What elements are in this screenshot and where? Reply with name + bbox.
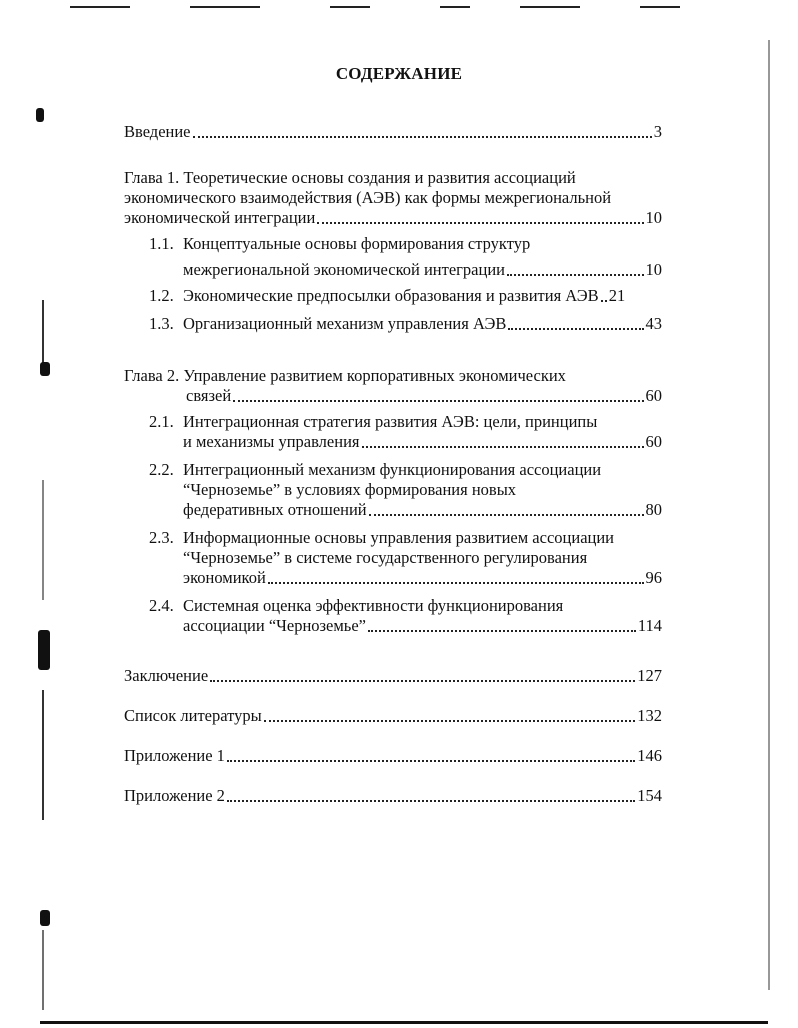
section-number: 2.1.	[149, 412, 174, 431]
toc-entry-intro	[124, 122, 662, 142]
toc-entry-text: Введение	[124, 122, 191, 141]
section-line: и механизмы управления	[183, 432, 360, 451]
section-number: 1.2.	[149, 286, 174, 305]
toc-section-2-4	[149, 596, 662, 636]
section-line: Системная оценка эффективности функционирования	[183, 596, 564, 615]
section-number: 2.4.	[149, 596, 174, 615]
section-number: 2.3.	[149, 528, 174, 547]
chapter-line: связей	[186, 386, 232, 405]
toc-entry-page: 146	[637, 746, 662, 765]
section-number: 1.3.	[149, 314, 174, 333]
toc-entry-page: 43	[645, 314, 662, 333]
leader-dots	[227, 796, 635, 802]
toc-entry-page: 10	[645, 208, 662, 227]
toc-chapter-1	[124, 168, 662, 334]
toc-entry-page: 60	[645, 386, 662, 405]
toc-entry-page: 96	[645, 568, 662, 587]
section-line: ассоциации “Черноземье”	[183, 616, 366, 635]
toc-entry-text: Заключение	[124, 666, 209, 685]
toc-section-2-3	[149, 528, 662, 588]
leader-dots	[601, 296, 607, 302]
leader-dots	[362, 442, 644, 448]
chapter-line: Глава 1. Теоретические основы создания и развития ассоциаций	[124, 168, 576, 187]
toc-entry-page: 10	[645, 260, 662, 279]
leader-dots	[369, 510, 644, 516]
toc-entry-appendix-1	[124, 746, 662, 766]
chapter-line: экономической интеграции	[124, 208, 316, 227]
toc-entry-page: 80	[645, 500, 662, 519]
leader-dots	[507, 270, 644, 276]
scan-artifact-right	[768, 40, 770, 990]
scan-artifact-top	[40, 0, 760, 14]
toc-entry-text: Приложение 1	[124, 746, 225, 765]
chapter-line: Глава 2. Управление развитием корпоративных экономических	[124, 366, 566, 385]
toc-section-2-2	[149, 460, 662, 520]
toc-entry-appendix-2	[124, 786, 662, 806]
page-title: СОДЕРЖАНИЕ	[335, 64, 463, 83]
section-line: Информационные основы управления развитием ассоциации	[183, 528, 615, 547]
leader-dots	[233, 396, 643, 402]
section-line: экономикой	[183, 568, 266, 587]
toc-entry-text: Приложение 2	[124, 786, 225, 805]
toc-entry-page: 3	[653, 122, 662, 141]
toc-entry-conclusion	[124, 666, 662, 686]
toc-section-1-3	[149, 314, 662, 334]
section-line: “Черноземье” в системе государственного регулирования	[183, 548, 588, 567]
toc-entry-page: 60	[645, 432, 662, 451]
section-line: федеративных отношений	[183, 500, 367, 519]
section-line: “Черноземье” в условиях формирования новых	[183, 480, 517, 499]
section-line: Экономические предпосылки образования и развития АЭВ	[183, 286, 599, 305]
leader-dots	[317, 218, 643, 224]
leader-dots	[508, 324, 643, 330]
scan-artifact-left	[32, 0, 54, 1028]
leader-dots	[193, 132, 652, 138]
section-line: Организационный механизм управления АЭВ	[183, 314, 507, 333]
leader-dots	[210, 676, 635, 682]
toc-entry-page: 154	[637, 786, 662, 805]
section-line: Интеграционный механизм функционирования ассоциации	[183, 460, 602, 479]
leader-dots	[368, 626, 636, 632]
toc-section-1-2	[149, 286, 662, 306]
leader-dots	[268, 578, 644, 584]
toc-chapter-2	[124, 366, 662, 636]
toc-entry-references	[124, 706, 662, 726]
leader-dots	[227, 756, 635, 762]
toc-entry-page: 114	[637, 616, 662, 635]
toc-section-2-1	[149, 412, 662, 452]
chapter-line: экономического взаимодействия (АЭВ) как формы межрегиональной	[124, 188, 612, 207]
scan-artifact-bottom	[40, 1021, 768, 1024]
toc-section-1-1	[149, 234, 662, 280]
section-line: Интеграционная стратегия развития АЭВ: цели, принципы	[183, 412, 598, 431]
section-line: Концептуальные основы формирования структур	[183, 234, 531, 253]
section-number: 1.1.	[149, 234, 174, 253]
table-of-contents	[124, 122, 662, 806]
toc-entry-page: 132	[637, 706, 662, 725]
section-number: 2.2.	[149, 460, 174, 479]
toc-entry-text: Список литературы	[124, 706, 262, 725]
section-line: межрегиональной экономической интеграции	[183, 260, 505, 279]
leader-dots	[264, 716, 636, 722]
toc-entry-page: 127	[637, 666, 662, 685]
toc-entry-page: 21	[608, 286, 626, 305]
